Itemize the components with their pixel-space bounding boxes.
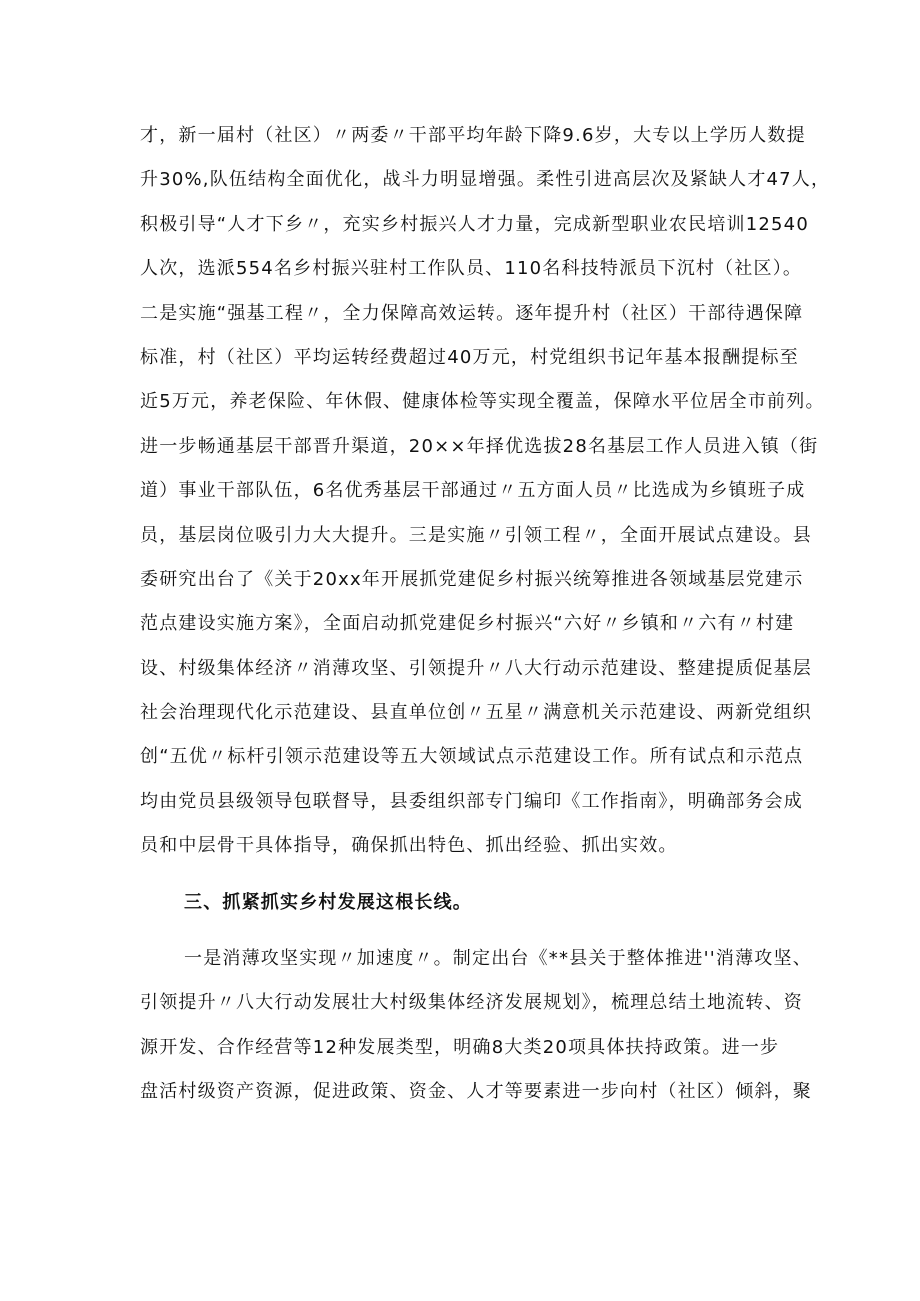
text-line: 引领提升〃八大行动发展壮大村级集体经济发展规划》，梳理总结土地流转、资 bbox=[140, 992, 803, 1014]
text-line: 均由党员县级领导包联督导，县委组织部专门编印《工作指南》，明确部务会成 bbox=[140, 790, 803, 812]
text-line: 员，基层岗位吸引力大大提升。三是实施〃引领工程〃，全面开展试点建设。县 bbox=[140, 524, 812, 546]
text-line: 设、村级集体经济〃消薄攻坚、引领提升〃八大行动示范建设、整建提质促基层 bbox=[140, 657, 812, 679]
text-line: 源开发、合作经营等12种发展类型，明确8大类20项具体扶持政策。进一步 bbox=[140, 1036, 780, 1058]
text-line: 员和中层骨干具体指导，确保抓出特色、抓出经验、抓出实效。 bbox=[140, 835, 678, 857]
section-heading-3: 三、抓紧抓实乡村发展这根长线。 bbox=[184, 891, 472, 913]
text-line: 范点建设实施方案》，全面启动抓党建促乡村振兴“六好〃乡镇和〃六有〃村建 bbox=[140, 613, 795, 635]
text-line: 道）事业干部队伍，6名优秀基层干部通过〃五方面人员〃比选成为乡镇班子成 bbox=[140, 480, 806, 502]
text-line: 近5万元，养老保险、年休假、健康体检等实现全覆盖，保障水平位居全市前列。 bbox=[140, 391, 825, 413]
document-body bbox=[140, 114, 831, 1115]
text-line: 升30%,队伍结构全面优化，战斗力明显增强。柔性引进高层次及紧缺人才47人， bbox=[140, 169, 831, 191]
text-line: 一是消薄攻坚实现〃加速度〃。制定出台《**县关于整体推进''消薄攻坚、 bbox=[184, 948, 812, 970]
text-line: 社会治理现代化示范建设、县直单位创〃五星〃满意机关示范建设、两新党组织 bbox=[140, 702, 812, 724]
text-line: 积极引导“人才下乡〃，充实乡村振兴人才力量，完成新型职业农民培训12540 bbox=[140, 213, 809, 235]
paragraph-spacer bbox=[140, 869, 800, 881]
paragraph-debt-reduction bbox=[140, 937, 812, 1115]
text-line: 人次，选派554名乡村振兴驻村工作队员、110名科技特派员下沉村（社区）。 bbox=[140, 258, 803, 280]
text-line: 标准，村（社区）平均运转经费超过40万元，村党组织书记年基本报酬提标至 bbox=[140, 346, 799, 368]
paragraph-spacer bbox=[140, 925, 800, 937]
text-line: 才，新一届村（社区）〃两委〃干部平均年龄下降9.6岁，大专以上学历人数提 bbox=[140, 125, 806, 146]
paragraph-talent-and-pilot bbox=[140, 114, 831, 869]
text-line: 进一步畅通基层干部晋升渠道，20××年择优选拔28名基层工作人员进入镇（街 bbox=[140, 435, 819, 457]
text-line: 创“五优〃标杆引领示范建设等五大领域试点示范建设工作。所有试点和示范点 bbox=[140, 746, 804, 768]
text-line: 二是实施“强基工程〃，全力保障高效运转。逐年提升村（社区）干部待遇保障 bbox=[140, 302, 804, 324]
text-line: 盘活村级资产资源，促进政策、资金、人才等要素进一步向村（社区）倾斜，聚 bbox=[140, 1081, 812, 1103]
text-line: 委研究出台了《关于20xx年开展抓党建促乡村振兴统筹推进各领域基层党建示 bbox=[140, 568, 804, 590]
